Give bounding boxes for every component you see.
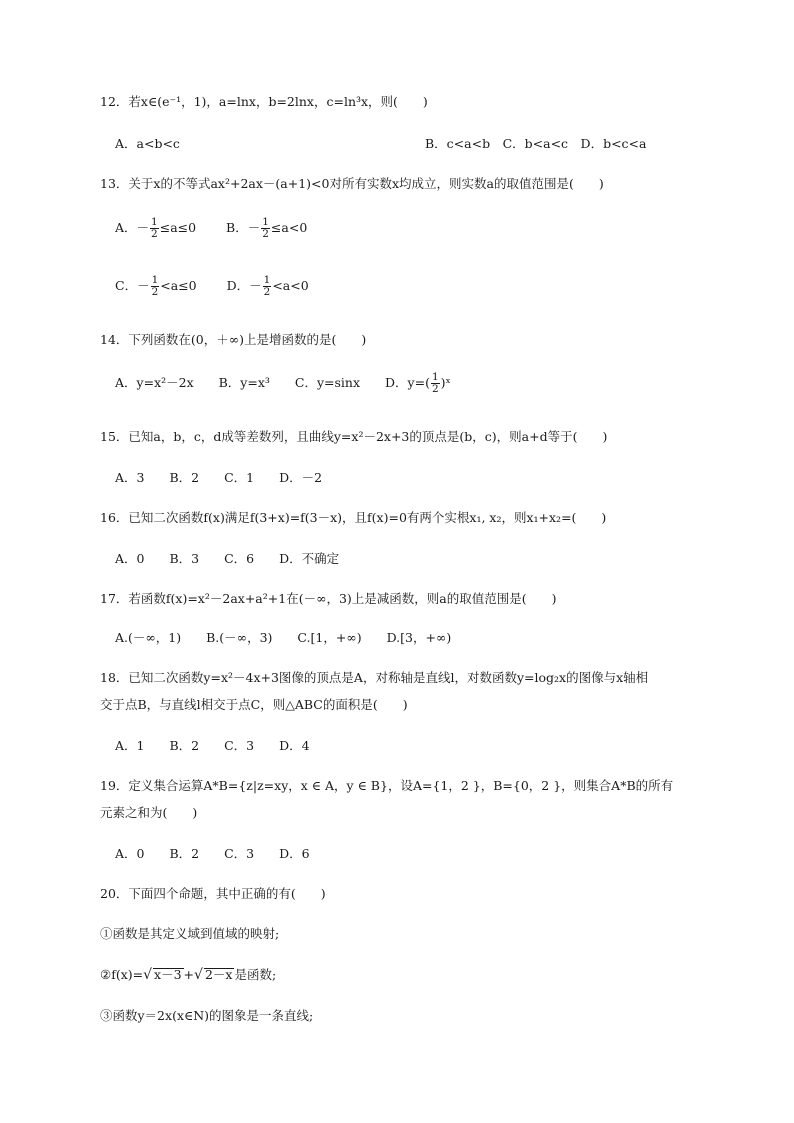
fraction-denominator: 2 [431, 383, 439, 396]
q16-options: A．0 B．3 C．6 D．不确定 [115, 551, 340, 566]
q14-option-d-fraction [431, 372, 440, 395]
q12-option-a: A．a<b<c [115, 136, 180, 151]
q20-s2-prefix: ②f(x)= [100, 967, 144, 982]
q13-options-cd [115, 275, 309, 298]
q13-option-a-fraction [150, 217, 159, 240]
q17-options: A.(－∞，1) B.(－∞，3) C.[1，+∞) D.[3，+∞) [115, 630, 452, 645]
q13-option-b-prefix: B．－ [226, 220, 261, 236]
q12-stem: 12．若x∈(e⁻¹，1)，a=lnx，b=2lnx，c=ln³x，则( ) [100, 94, 428, 109]
q13-option-c-fraction [151, 275, 160, 298]
q18-options: A．1 B．2 C．3 D．4 [115, 738, 310, 753]
q20-s2-radicand-2: 2－x [204, 967, 233, 982]
fraction-numerator: 1 [431, 371, 439, 383]
q14-option-d-suffix: )ˣ [440, 375, 451, 391]
q20-s2-suffix: 是函数; [234, 967, 277, 982]
q13-option-d-prefix: D．－ [226, 278, 262, 294]
q13-stem: 13．关于x的不等式ax²+2ax－(a+1)<0对所有实数x均成立，则实数a的取值范围是( ) [100, 176, 604, 191]
q14-options-abc: A．y=x²－2x B．y=x³ C．y=sinx [115, 375, 386, 391]
q15-options: A．3 B．2 C．1 D．－2 [115, 470, 323, 485]
sqrt-icon: √ [143, 967, 153, 983]
q19-line1: 19．定义集合运算A*B={z|z=xy，x ∈ A，y ∈ B}，设A={1，2 }，B={0，2 }，则集合A*B的所有 [100, 778, 674, 793]
q13-options-ab [115, 217, 307, 240]
q15-stem: 15．已知a，b，c，d成等差数列，且曲线y=x²－2x+3的顶点是(b，c)，则a+d等于( ) [100, 429, 608, 444]
q13-option-d-fraction [263, 275, 272, 298]
q20-stem: 20．下面四个命题，其中正确的有( ) [100, 886, 326, 901]
q13-option-c-prefix: C．－ [115, 278, 150, 294]
q13-option-b-suffix: ≤a<0 [270, 220, 308, 236]
fraction-numerator: 1 [151, 216, 158, 228]
q19-line2: 元素之和为( ) [100, 805, 198, 820]
q20-statement-1: ①函数是其定义域到值域的映射; [100, 926, 280, 941]
q20-statement-2 [100, 968, 276, 982]
q20-s2-radicand-1: x－3 [154, 967, 182, 982]
q13-option-d-suffix: <a<0 [272, 278, 309, 294]
q14-stem: 14．下列函数在(0，＋∞)上是增函数的是( ) [100, 332, 367, 347]
q14-option-d-prefix: D．y=( [385, 375, 430, 391]
q18-line2: 交于点B，与直线l相交于点C，则△ABC的面积是( ) [100, 697, 408, 712]
q13-option-a-suffix: ≤a≤0 [159, 220, 197, 236]
fraction-denominator: 2 [262, 228, 269, 241]
sqrt-icon: √ [194, 967, 203, 983]
q14-options [115, 372, 451, 395]
fraction-denominator: 2 [151, 286, 159, 299]
q12-options-bcd: B．c<a<b C．b<a<c D．b<c<a [425, 136, 647, 151]
q16-stem: 16．已知二次函数f(x)满足f(3+x)=f(3－x)，且f(x)=0有两个实根x₁, x₂，则x₁+x₂=( ) [100, 510, 607, 525]
q17-stem: 17．若函数f(x)=x²－2ax+a²+1在(－∞，3)上是减函数，则a的取值范围是( ) [100, 591, 557, 606]
q13-option-b-fraction [261, 217, 270, 240]
fraction-denominator: 2 [151, 228, 158, 241]
q13-option-a-prefix: A．－ [115, 220, 150, 236]
fraction-denominator: 2 [263, 286, 271, 299]
fraction-numerator: 1 [151, 274, 159, 286]
q18-line1: 18．已知二次函数y=x²－4x+3图像的顶点是A，对称轴是直线l，对数函数y=log₂x的图像与x轴相 [100, 670, 649, 685]
q20-s2-plus: + [183, 967, 195, 982]
fraction-numerator: 1 [262, 216, 269, 228]
fraction-numerator: 1 [263, 274, 271, 286]
q19-options: A．0 B．2 C．3 D．6 [115, 846, 310, 861]
q13-option-c-suffix: <a≤0 [160, 278, 197, 294]
q20-statement-3: ③函数y＝2x(x∈N)的图象是一条直线; [100, 1008, 314, 1023]
